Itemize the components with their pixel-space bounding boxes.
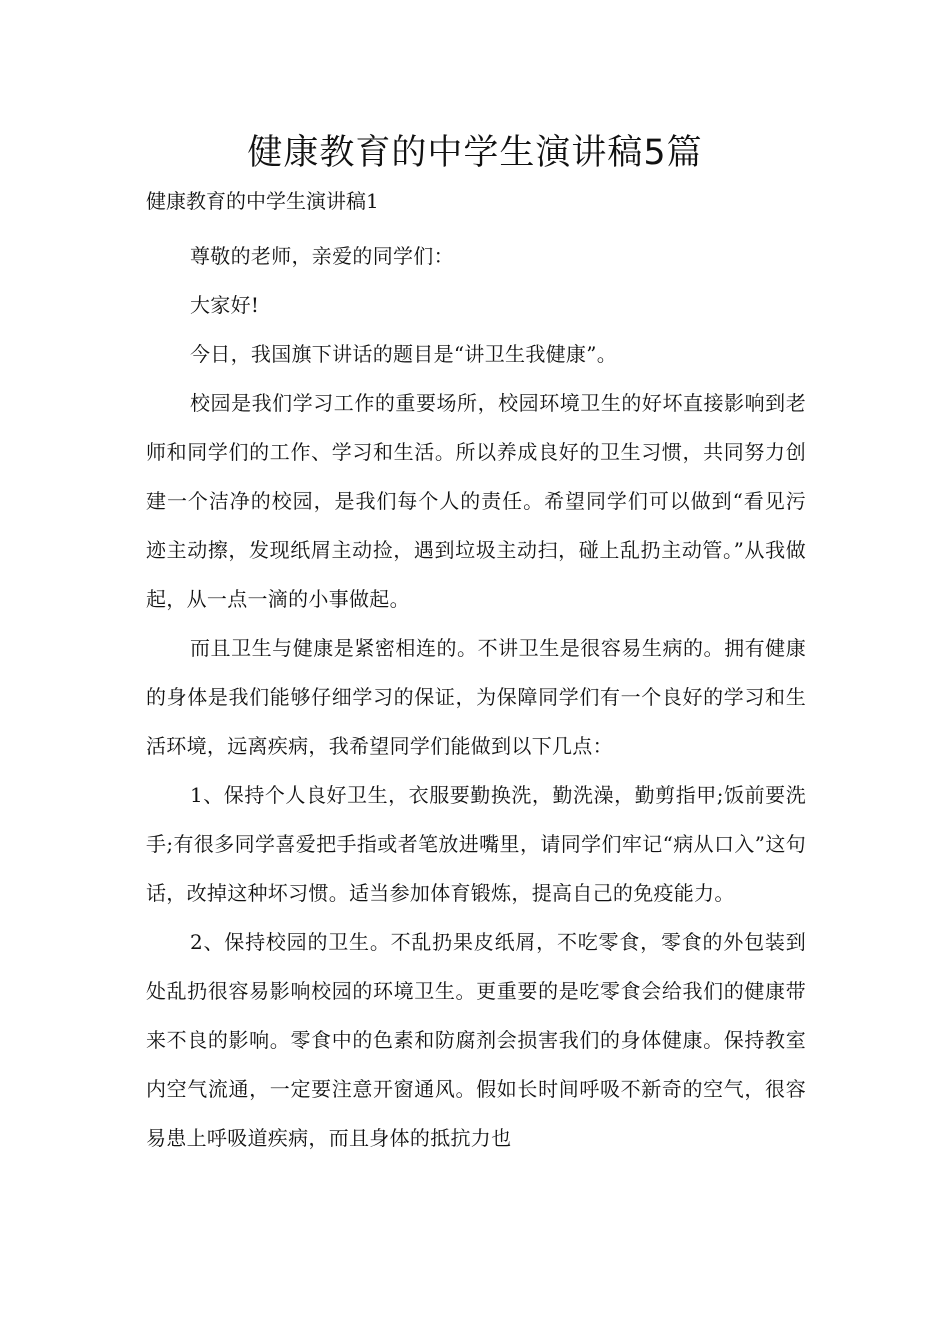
body-text [146, 232, 806, 1163]
document-title: 健康教育的中学生演讲稿5篇 [247, 133, 703, 173]
paragraph-topic: 今日，我国旗下讲话的题目是“讲卫生我健康”。 [190, 342, 618, 366]
paragraph-point-2: 2、保持校园的卫生。不乱扔果皮纸屑，不吃零食，零食的外包装到处乱扔很容易影响校园的环境卫生。更重要的是吃零食会给我们的健康带来不良的影响。零食中的色素和防腐剂会损害我们的身体健康。保持教室内空气流通，一定要注意开窗通风。假如长时间呼吸不新奇的空气，很容易患上呼吸道疾病，而且身体的抵抗力也 [146, 930, 806, 1150]
paragraph-point-1: 1、保持个人良好卫生，衣服要勤换洗，勤洗澡，勤剪指甲;饭前要洗手;有很多同学喜爱把手指或者笔放进嘴里，请同学们牢记“病从口入”这句话，改掉这种坏习惯。适当参加体育锻炼，提高自己的免疫能力。 [146, 783, 806, 905]
paragraph-greeting: 大家好! [190, 293, 260, 317]
paragraph-salutation: 尊敬的老师，亲爱的同学们： [190, 244, 454, 268]
paragraph-health: 而且卫生与健康是紧密相连的。不讲卫生是很容易生病的。拥有健康的身体是我们能够仔细学习的保证，为保障同学们有一个良好的学习和生活环境，远离疾病，我希望同学们能做到以下几点： [146, 636, 806, 758]
section-heading: 健康教育的中学生演讲稿1 [146, 189, 379, 213]
paragraph-campus: 校园是我们学习工作的重要场所，校园环境卫生的好坏直接影响到老师和同学们的工作、学习和生活。所以养成良好的卫生习惯，共同努力创建一个洁净的校园，是我们每个人的责任。希望同学们可以做到“看见污迹主动擦，发现纸屑主动捡，遇到垃圾主动扫，碰上乱扔主动管。”从我做起，从一点一滴的小事做起。 [146, 391, 806, 611]
